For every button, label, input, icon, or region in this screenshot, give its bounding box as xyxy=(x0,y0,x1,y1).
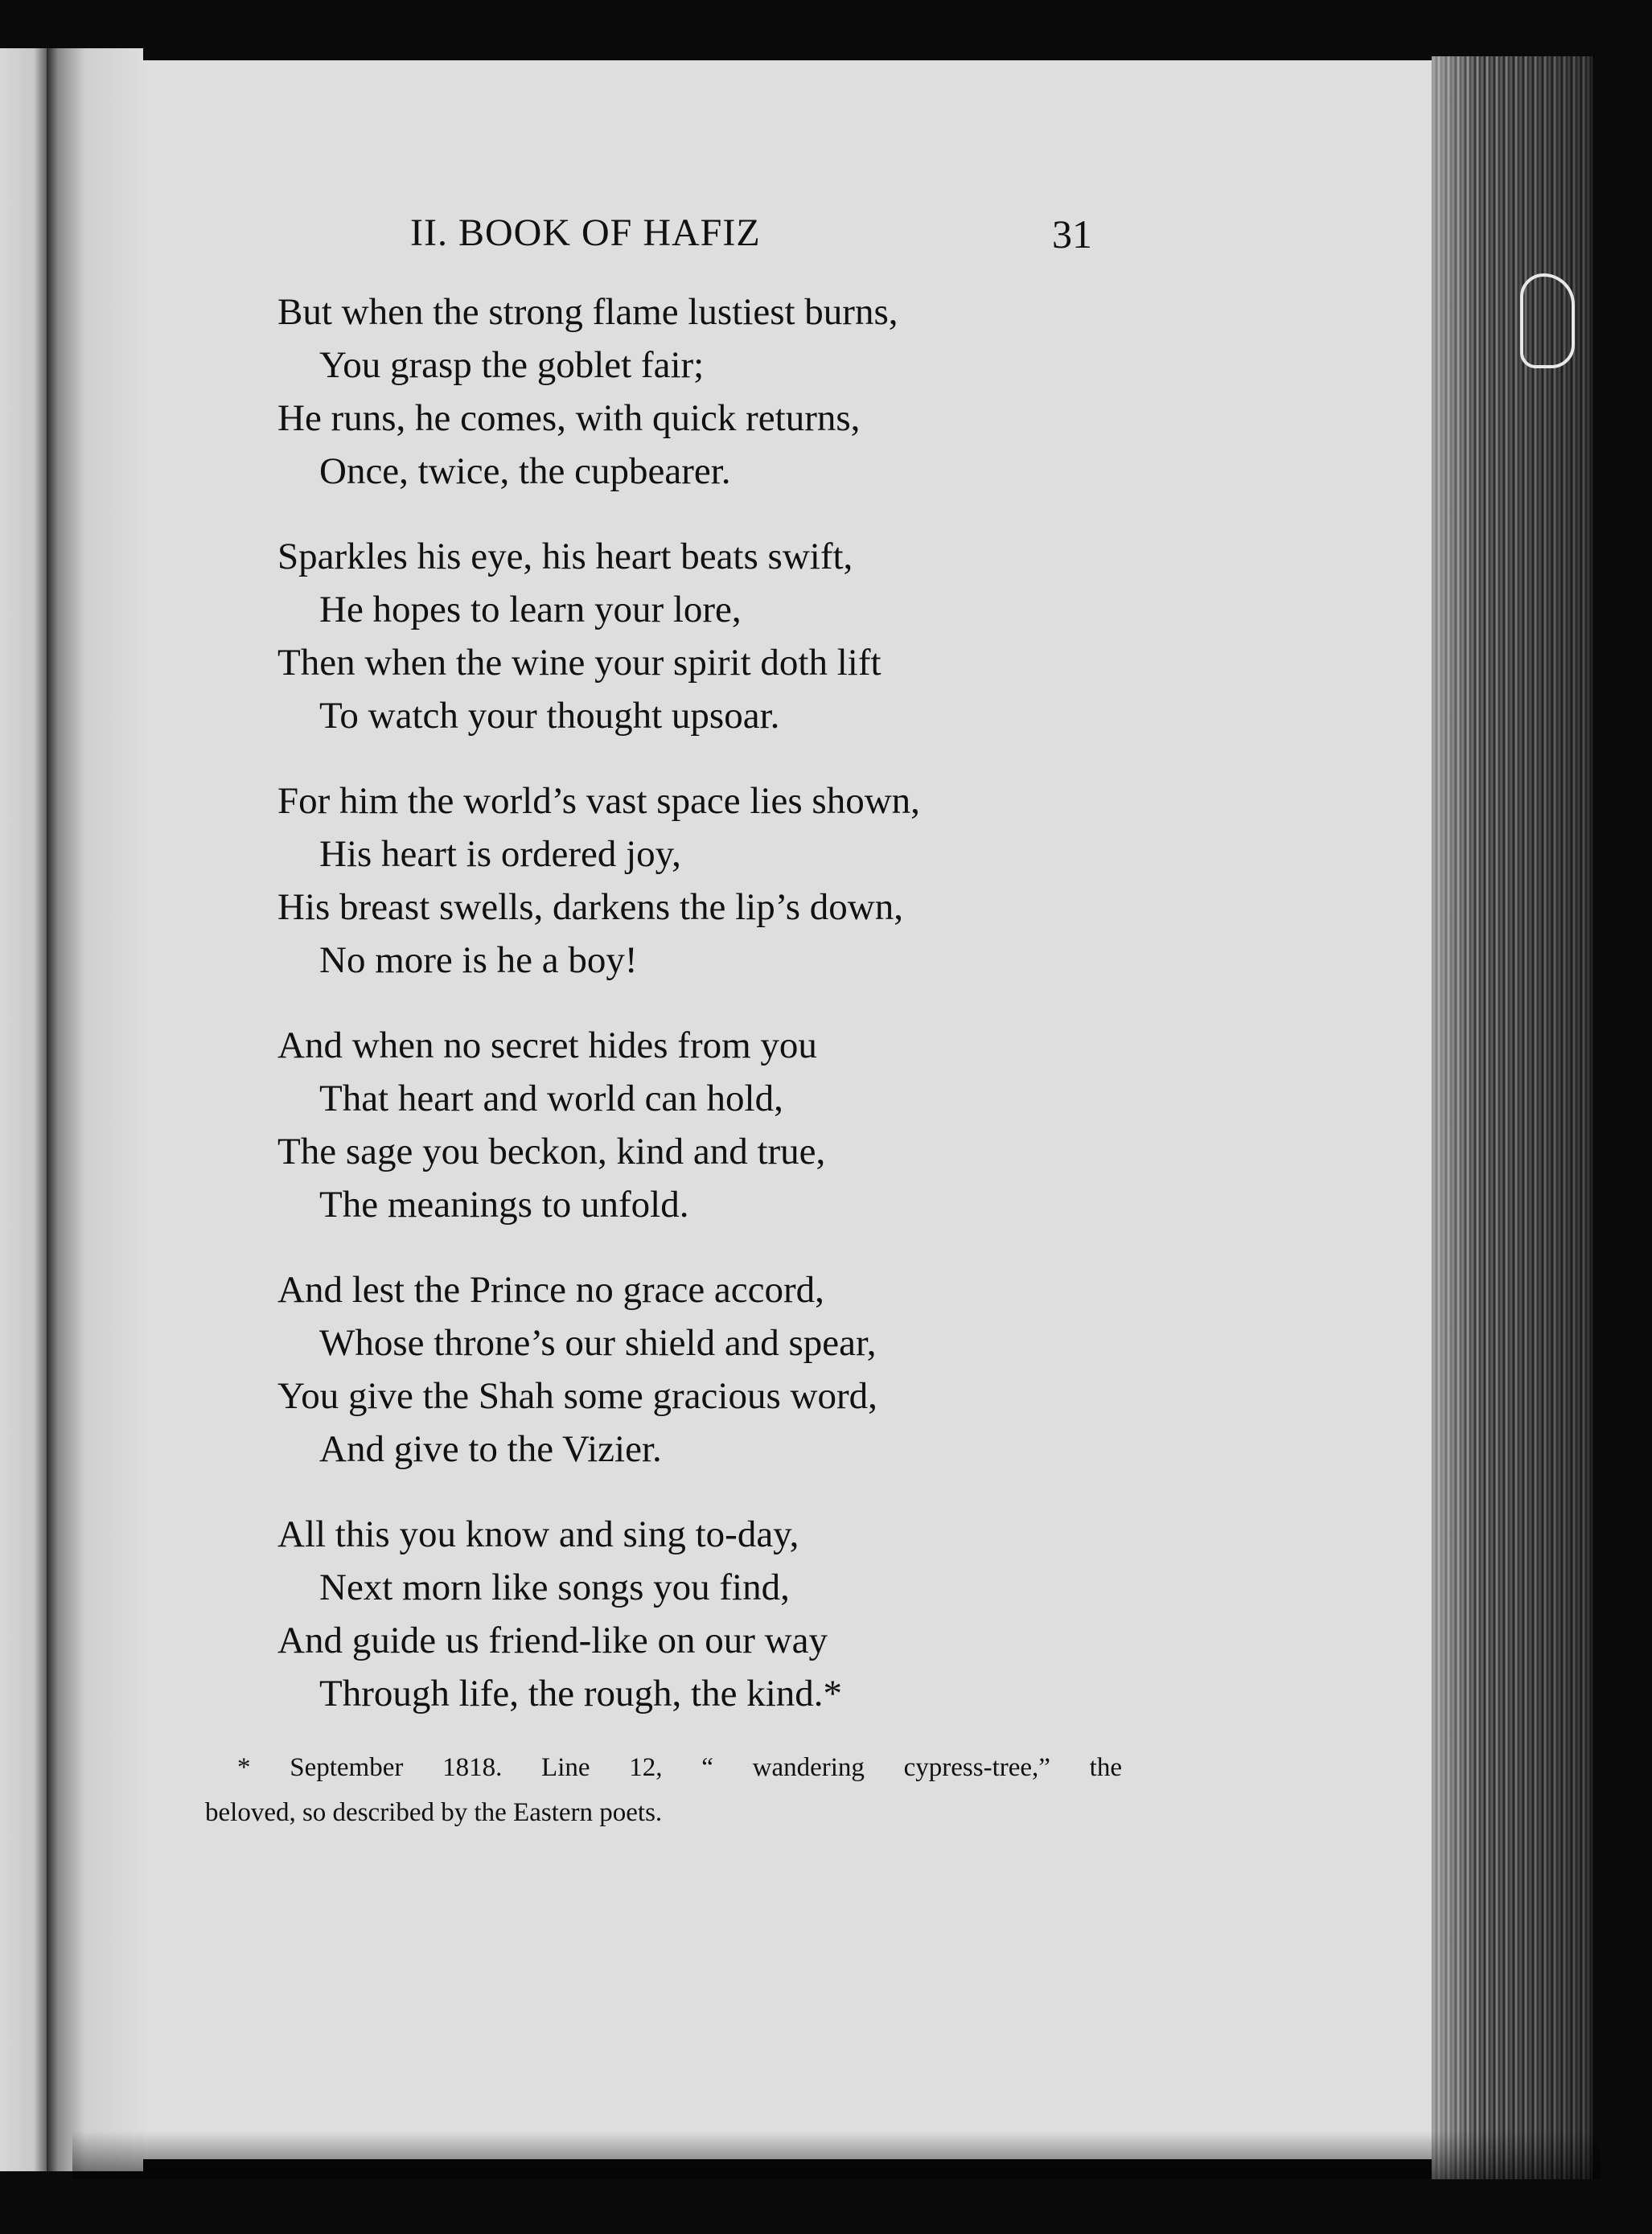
poem-line: The sage you beckon, kind and true, xyxy=(277,1131,826,1172)
stanza xyxy=(277,1263,1403,1476)
stanza xyxy=(277,1019,1403,1231)
poem xyxy=(277,285,1403,1752)
poem-line: To watch your thought upsoar. xyxy=(319,695,780,737)
poem-line: For him the world’s vast space lies shown, xyxy=(277,780,920,822)
stanza xyxy=(277,530,1403,742)
poem-line: He runs, he comes, with quick returns, xyxy=(277,397,861,439)
poem-line: That heart and world can hold, xyxy=(319,1078,783,1119)
fore-edge-shading xyxy=(1432,56,1592,2179)
poem-line: And give to the Vizier. xyxy=(319,1428,662,1470)
poem-line: But when the strong flame lustiest burns, xyxy=(277,291,898,333)
running-head: II. BOOK OF HAFIZ xyxy=(410,211,761,254)
stanza xyxy=(277,1508,1403,1720)
paper-clip-mark xyxy=(1520,273,1575,368)
poem-line: And guide us friend-like on our way xyxy=(277,1620,828,1661)
poem-line: All this you know and sing to-day, xyxy=(277,1513,799,1555)
page-gutter-shadow xyxy=(47,48,143,2171)
poem-line: Once, twice, the cupbearer. xyxy=(319,450,731,492)
poem-line: You give the Shah some gracious word, xyxy=(277,1375,877,1417)
poem-line: He hopes to learn your lore, xyxy=(319,589,742,630)
poem-line: Sparkles his eye, his heart beats swift, xyxy=(277,536,853,577)
poem-line: Next morn like songs you find, xyxy=(319,1567,790,1608)
bottom-shadow xyxy=(72,2131,1601,2179)
poem-line: His breast swells, darkens the lip’s down, xyxy=(277,886,904,928)
poem-line: No more is he a boy! xyxy=(319,939,638,981)
poem-line: Whose throne’s our shield and spear, xyxy=(319,1322,877,1364)
stanza xyxy=(277,774,1403,987)
poem-line: The meanings to unfold. xyxy=(319,1184,689,1226)
footnote xyxy=(205,1745,1122,1835)
stanza xyxy=(277,285,1403,498)
poem-line: You grasp the goblet fair; xyxy=(319,344,705,386)
footnote-line: beloved, so described by the Eastern poets. xyxy=(205,1798,663,1827)
poem-line: His heart is ordered joy, xyxy=(319,833,681,875)
poem-line: Then when the wine your spirit doth lift xyxy=(277,642,881,684)
poem-line: Through life, the rough, the kind.* xyxy=(319,1673,843,1715)
footnote-line: * September 1818. Line 12, “ wandering cypress-tree,” the xyxy=(237,1753,1122,1782)
poem-line: And lest the Prince no grace accord, xyxy=(277,1269,824,1311)
page-number: 31 xyxy=(1052,211,1092,257)
poem-line: And when no secret hides from you xyxy=(277,1025,817,1066)
